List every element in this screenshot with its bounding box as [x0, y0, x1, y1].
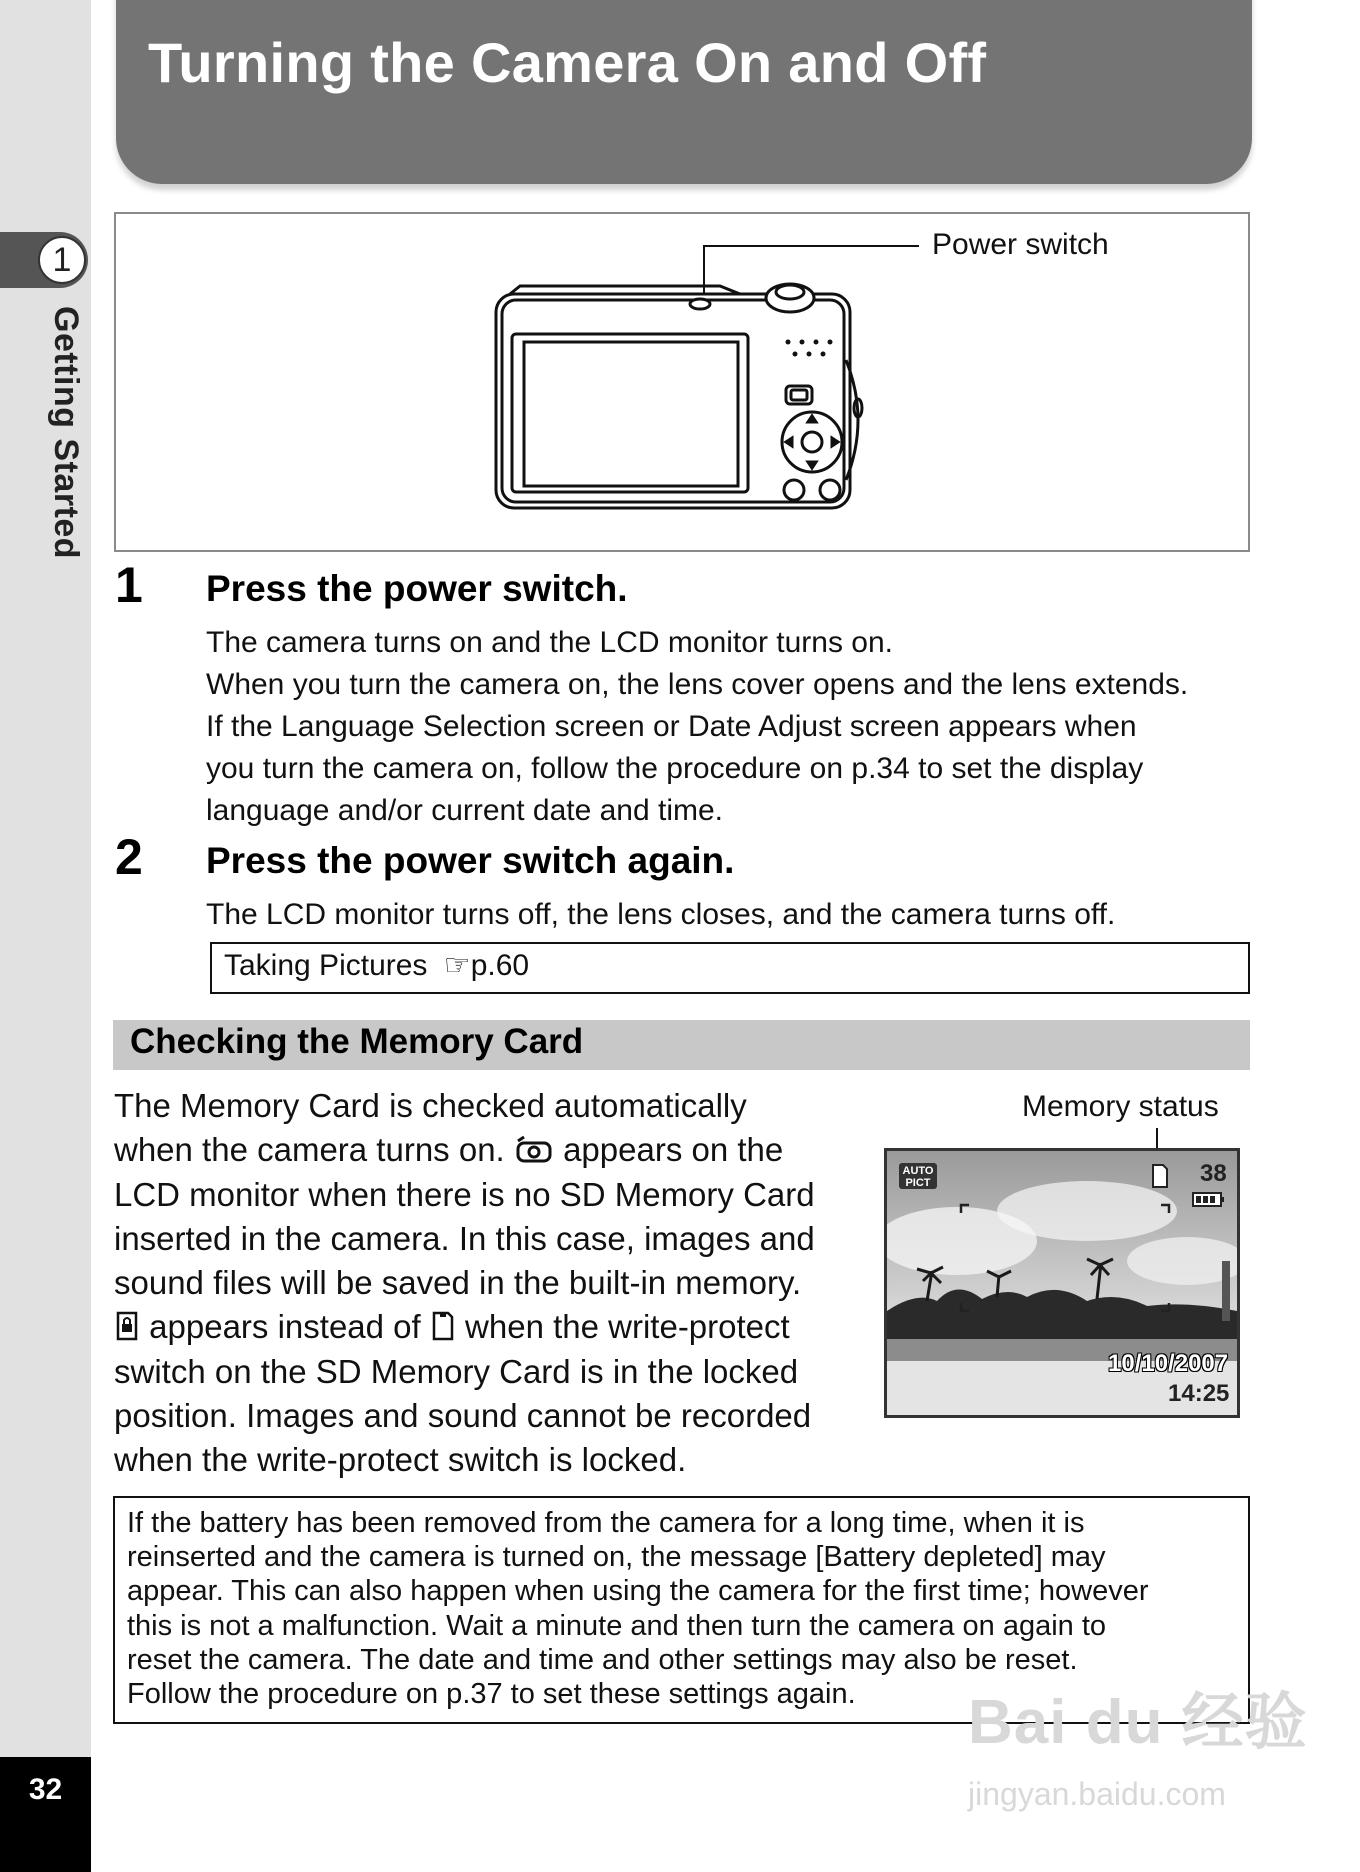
- memory-line: when the write-protect switch is locked.: [114, 1441, 687, 1479]
- step-1-body: [206, 622, 1266, 832]
- step-2-line: The LCD monitor turns off, the lens closes, and the camera turns off.: [206, 898, 1116, 931]
- step-2-heading: Press the power switch again.: [206, 840, 735, 881]
- memory-status-label: Memory status: [1022, 1090, 1219, 1123]
- baidu-watermark-url: jingyan.baidu.com: [968, 1776, 1226, 1812]
- memory-line: switch on the SD Memory Card is in the locked: [114, 1352, 799, 1390]
- memory-line: The Memory Card is checked automatically: [114, 1087, 747, 1124]
- memory-line: LCD monitor when there is no SD Memory Card: [114, 1175, 815, 1213]
- step-1-line: The camera turns on and the LCD monitor turns on.: [206, 626, 894, 659]
- chapter-number: 1: [38, 236, 86, 284]
- page-title: Turning the Camera On and Off: [148, 31, 987, 94]
- power-switch-leader: [703, 245, 919, 247]
- reference-page[interactable]: p.60: [470, 949, 530, 982]
- page-number: 32: [28, 1773, 63, 1806]
- power-switch-label: Power switch: [932, 228, 1109, 261]
- step-2-number: 2: [115, 829, 143, 885]
- memory-line: inserted in the camera. In this case, images and: [114, 1219, 815, 1257]
- step-1-line: If the Language Selection screen or Date Adjust screen appears when: [206, 710, 1137, 743]
- reference-text: Taking Pictures: [224, 949, 428, 982]
- lcd-mode-bottom: PICT: [905, 1177, 931, 1189]
- camera-back-illustration: [490, 280, 880, 520]
- memory-body: [114, 1084, 815, 1483]
- memory-line: when the camera turns on. appears on the: [114, 1131, 784, 1169]
- lcd-date: 10/10/2007: [1108, 1350, 1229, 1377]
- lcd-time: 14:25: [1168, 1380, 1230, 1407]
- locked-card-icon: [114, 1310, 140, 1342]
- built-in-memory-icon: [514, 1135, 554, 1165]
- step-2-body: [206, 894, 1266, 936]
- sd-card-icon: [430, 1310, 456, 1342]
- reference-box: [210, 942, 1250, 994]
- chapter-label: Getting Started: [47, 306, 85, 560]
- reference-arrow-icon: ☞: [443, 949, 471, 982]
- memory-line: sound files will be saved in the built-in memory.: [114, 1264, 802, 1302]
- note-line: this is not a malfunction. Wait a minute and then turn the camera on again to: [127, 1609, 1107, 1642]
- step-1-heading: Press the power switch.: [206, 568, 628, 609]
- step-1-line: you turn the camera on, follow the procedure on p.34 to set the display: [206, 752, 1144, 785]
- lcd-memory-card-icon: [1153, 1165, 1167, 1187]
- note-line: reinserted and the camera is turned on, the message [Battery depleted] may: [127, 1541, 1106, 1574]
- note-line: reset the camera. The date and time and other settings may also be reset.: [127, 1643, 1078, 1676]
- step-1-line: language and/or current date and time.: [206, 794, 724, 827]
- step-1-line: When you turn the camera on, the lens cover opens and the lens extends.: [206, 668, 1189, 701]
- baidu-watermark: Bai du 经验: [968, 1688, 1308, 1757]
- note-line: appear. This can also happen when using the camera for the first time; however: [127, 1575, 1149, 1608]
- memory-line: appears instead of when the write-protect: [114, 1305, 815, 1349]
- lcd-mode-top: AUTO: [902, 1165, 934, 1177]
- note-line: Follow the procedure on p.37 to set these settings again.: [127, 1678, 856, 1711]
- lcd-shots-remaining: 38: [1200, 1160, 1227, 1187]
- step-1-number: 1: [115, 557, 143, 613]
- note-line: If the battery has been removed from the camera for a long time, when it is: [127, 1507, 1085, 1539]
- section-title: Checking the Memory Card: [130, 1022, 584, 1061]
- memory-line: position. Images and sound cannot be recorded: [114, 1397, 812, 1435]
